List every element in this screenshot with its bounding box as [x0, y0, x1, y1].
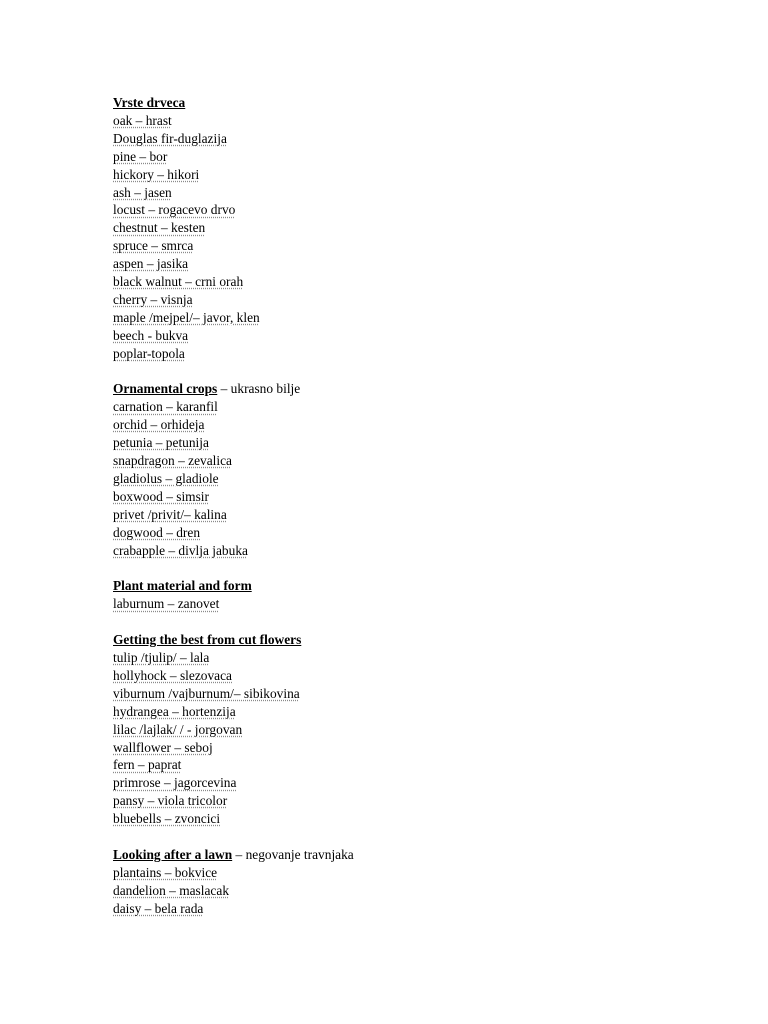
- section-heading: Ornamental crops: [113, 381, 218, 397]
- list-item-text: fern – paprat: [113, 757, 182, 773]
- section-heading: Getting the best from cut flowers: [113, 632, 302, 648]
- section-ornamental-crops: [113, 380, 713, 559]
- list-item-text: hickory – hikori: [113, 166, 200, 182]
- list-item-text: boxwood – simsir: [113, 488, 209, 504]
- list-item-text: oak – hrast: [113, 112, 172, 128]
- list-item: [113, 219, 713, 237]
- list-item-text: dogwood – dren: [113, 524, 201, 540]
- list-item: [113, 309, 713, 327]
- list-item: [113, 112, 713, 130]
- list-item-text: maple /mejpel/– javor, klen: [113, 309, 260, 325]
- list-item: [113, 291, 713, 309]
- list-item-text: aspen – jasika: [113, 256, 189, 272]
- list-item: [113, 184, 713, 202]
- list-item: [113, 255, 713, 273]
- list-item: [113, 166, 713, 184]
- list-item-text: beech - bukva: [113, 327, 189, 343]
- list-item-text: snapdragon – zevalica: [113, 453, 232, 469]
- list-item: [113, 524, 713, 542]
- section-heading: Plant material and form: [113, 578, 252, 594]
- list-item-text: privet /privit/– kalina: [113, 506, 227, 522]
- section-heading: Vrste drveca: [113, 95, 186, 110]
- list-item-text: Douglas fir-duglazija: [113, 130, 227, 146]
- list-item: [113, 130, 713, 148]
- list-item: [113, 685, 713, 703]
- list-item-text: viburnum /vajburnum/– sibikovina: [113, 685, 300, 701]
- list-item-text: tulip /tjulip/ – lala: [113, 650, 210, 666]
- list-item-text: pansy – viola tricolor: [113, 793, 228, 809]
- list-item: [113, 739, 713, 757]
- section-cut-flowers: [113, 631, 713, 828]
- list-item: [113, 595, 713, 613]
- list-item: [113, 810, 713, 828]
- list-item: [113, 327, 713, 345]
- list-item: [113, 237, 713, 255]
- list-item-text: petunia – petunija: [113, 435, 209, 451]
- list-item-text: crabapple – divlja jabuka: [113, 542, 248, 558]
- list-item: [113, 703, 713, 721]
- list-item: [113, 900, 713, 918]
- section-heading-line: [113, 94, 713, 112]
- list-item-text: hollyhock – slezovaca: [113, 667, 232, 683]
- list-item-text: ash – jasen: [113, 184, 172, 200]
- list-item-text: orchid – orhideja: [113, 417, 205, 433]
- list-item: [113, 667, 713, 685]
- list-item-text: gladiolus – gladiole: [113, 471, 219, 487]
- list-item-text: laburnum – zanovet: [113, 596, 220, 612]
- section-heading-suffix: – ukrasno bilje: [217, 381, 301, 397]
- list-item: [113, 148, 713, 166]
- list-item: [113, 882, 713, 900]
- list-item: [113, 470, 713, 488]
- list-item: [113, 273, 713, 291]
- list-item: [113, 488, 713, 506]
- list-item-text: primrose – jagorcevina: [113, 775, 237, 791]
- list-item-text: chestnut – kesten: [113, 220, 206, 236]
- list-item-text: daisy – bela rada: [113, 900, 204, 916]
- list-item-text: plantains – bokvice: [113, 864, 218, 880]
- section-heading-line: [113, 631, 713, 649]
- list-item: [113, 649, 713, 667]
- section-lawn: [113, 846, 713, 918]
- list-item-text: lilac /lajlak/ / - jorgovan: [113, 721, 243, 737]
- list-item-text: wallflower – seboj: [113, 739, 213, 755]
- list-item: [113, 542, 713, 560]
- list-item-text: dandelion – maslacak: [113, 882, 230, 898]
- section-plant-material: [113, 577, 713, 613]
- list-item: [113, 506, 713, 524]
- list-item: [113, 398, 713, 416]
- list-item: [113, 792, 713, 810]
- list-item: [113, 774, 713, 792]
- list-item-text: spruce – smrca: [113, 238, 194, 254]
- list-item: [113, 345, 713, 363]
- list-item: [113, 416, 713, 434]
- section-vrste-drveca: [113, 94, 713, 363]
- section-heading-line: [113, 577, 713, 595]
- section-heading-line: [113, 846, 713, 864]
- list-item-text: pine – bor: [113, 148, 168, 164]
- list-item-text: carnation – karanfil: [113, 399, 218, 415]
- list-item: [113, 864, 713, 882]
- list-item: [113, 721, 713, 739]
- list-item-text: hydrangea – hortenzija: [113, 703, 236, 719]
- list-item: [113, 434, 713, 452]
- section-heading-line: [113, 380, 713, 398]
- document-page: [113, 94, 713, 918]
- list-item-text: bluebells – zvoncici: [113, 811, 221, 827]
- list-item-text: cherry – visnja: [113, 291, 193, 307]
- list-item: [113, 452, 713, 470]
- list-item-text: locust – rogacevo drvo: [113, 202, 236, 218]
- list-item-text: poplar-topola: [113, 345, 185, 361]
- section-heading-suffix: – negovanje travnjaka: [232, 847, 354, 862]
- list-item-text: black walnut – crni orah: [113, 274, 244, 290]
- list-item: [113, 201, 713, 219]
- list-item: [113, 756, 713, 774]
- section-heading: Looking after a lawn: [113, 847, 233, 862]
